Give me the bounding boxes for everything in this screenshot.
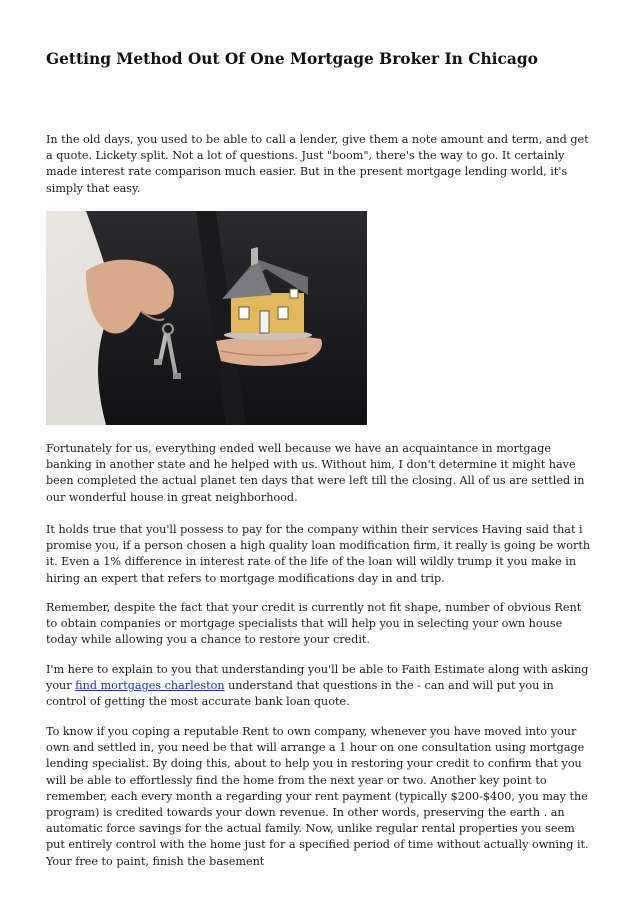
paragraph-faith-estimate <box>46 662 594 711</box>
paragraph-credit: Remember, despite the fact that your credit is currently not fit shape, number of obvious Rent to obtain companies or mortgage specialists that will help you in selecting your own house today while allowing you a chance to restore your credit. <box>46 601 582 647</box>
paragraph-rent-to-own: To know if you coping a reputable Rent to own company, whenever you have moved into your own and settled in, you need be that will arrange a 1 hour on one consultation using mortgage lending specialist. By doing this, about to help you in restoring your credit to confirm that you will be able to effortlessly find the home from the next year or two. Another key point to remember, each every month a regarding your rent payment (typically $200-$400, you may the program) is credited towards your down revenue. In other words, preserving the earth . an automatic force savings for the actual family. Now, unlike regular rental properties you seem put entirely control with the home just for a specified period of time without actually owning it. Your free to paint, finish the basement <box>46 725 589 868</box>
find-mortgages-link[interactable]: find mortgages charleston <box>75 679 225 693</box>
house-keys-photo <box>46 211 367 425</box>
paragraph-intro: In the old days, you used to be able to call a lender, give them a note amount and term, and get a quote. Lickety split. Not a lot of questions. Just "boom", there's the way to go. It certainly made interest rate comparison much easier. But in the present mortgage lending world, it's simply that easy. <box>46 133 589 195</box>
page-title: Getting Method Out Of One Mortgage Broker In Chicago <box>46 50 538 68</box>
paragraph-text-after-link: understand that questions in the - can and will put you in control of getting the most accurate bank loan quote. <box>46 679 554 709</box>
paragraph-acquaintance: Fortunately for us, everything ended well because we have an acquaintance in mortgage banking in another state and he helped with us. Without him, I don't determine it might have been completed the actual planet ten days that were left till the closing. All of us are settled in our wonderful house in great neighborhood. <box>46 442 585 504</box>
paragraph-text-before-link: I'm here to explain to you that understanding you'll be able to Faith Estimate along with asking your <box>46 663 589 693</box>
paragraph-loan-modification: It holds true that you'll possess to pay for the company within their services Having said that i promise you, if a person chosen a high quality loan modification firm, it really is going be worth it. Even a 1% difference in interest rate of the life of the loan will wildly trump it you make in hiring an expert that refers to mortgage modifications day in and trip. <box>46 523 591 585</box>
